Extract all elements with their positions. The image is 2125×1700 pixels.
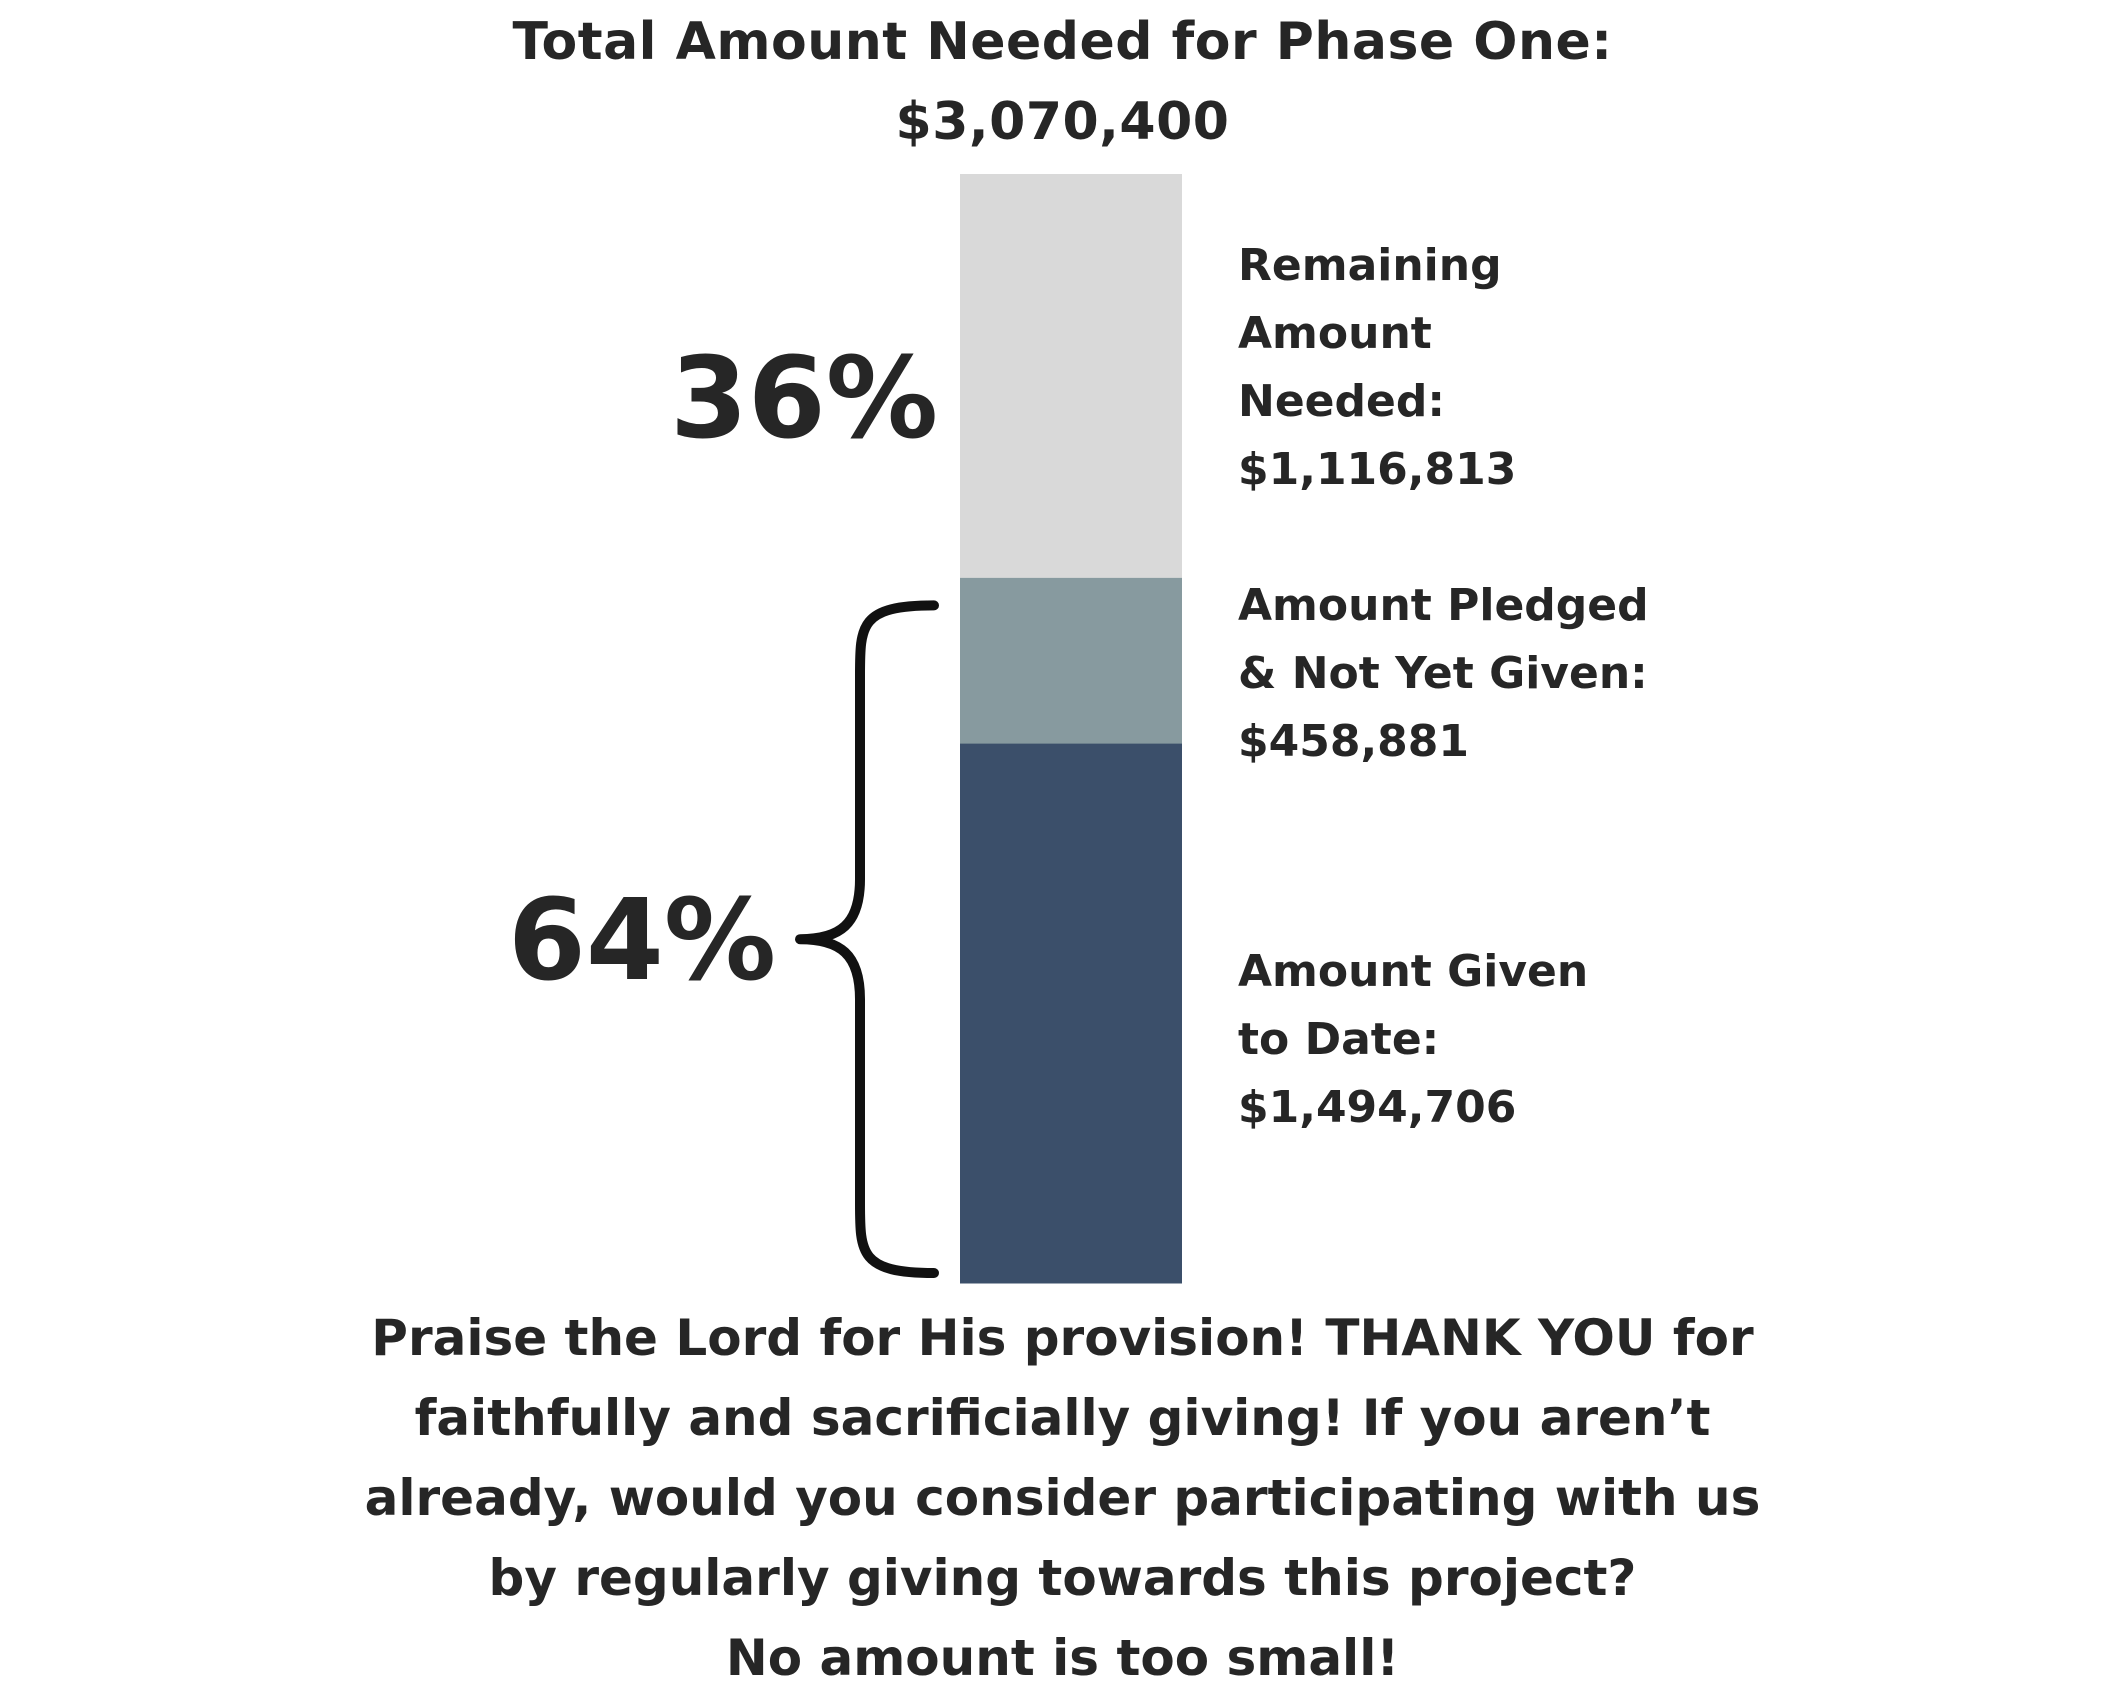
remaining-label-line: Needed:	[1238, 376, 1445, 427]
total-amount: $3,070,400	[895, 92, 1230, 152]
pledged-given-percent-label: 64%	[508, 876, 777, 1006]
footer-line: faithfully and sacrificially giving! If you aren’t	[414, 1389, 1711, 1447]
footer-line: Praise the Lord for His provision! THANK YOU for	[371, 1309, 1754, 1367]
pledged-label-value: $458,881	[1238, 716, 1470, 767]
given-label-line: Amount Given	[1238, 946, 1589, 997]
pledged-amount-label	[1238, 572, 1649, 776]
chart-title: Total Amount Needed for Phase One:	[512, 12, 1613, 72]
footer-line: by regularly giving towards this project?	[488, 1549, 1637, 1607]
remaining-label-line: Remaining	[1238, 240, 1502, 291]
remaining-label-line: Amount	[1238, 308, 1432, 359]
bar-segment-remaining	[960, 174, 1182, 578]
remaining-amount-label	[1238, 232, 1516, 504]
pledged-label-line: & Not Yet Given:	[1238, 648, 1648, 699]
pledged-label-line: Amount Pledged	[1238, 580, 1649, 631]
given-amount-label	[1238, 938, 1588, 1142]
given-label-line: to Date:	[1238, 1014, 1440, 1065]
remaining-label-value: $1,116,813	[1238, 444, 1517, 495]
curly-brace	[800, 605, 934, 1273]
bar-segment-pledged	[960, 577, 1182, 743]
thank-you-message	[0, 1298, 2125, 1698]
footer-line: No amount is too small!	[725, 1629, 1400, 1687]
remaining-percent-label: 36%	[670, 334, 939, 464]
bar-segment-given	[960, 743, 1182, 1283]
given-label-value: $1,494,706	[1238, 1082, 1517, 1133]
footer-line: already, would you consider participating with us	[364, 1469, 1761, 1527]
